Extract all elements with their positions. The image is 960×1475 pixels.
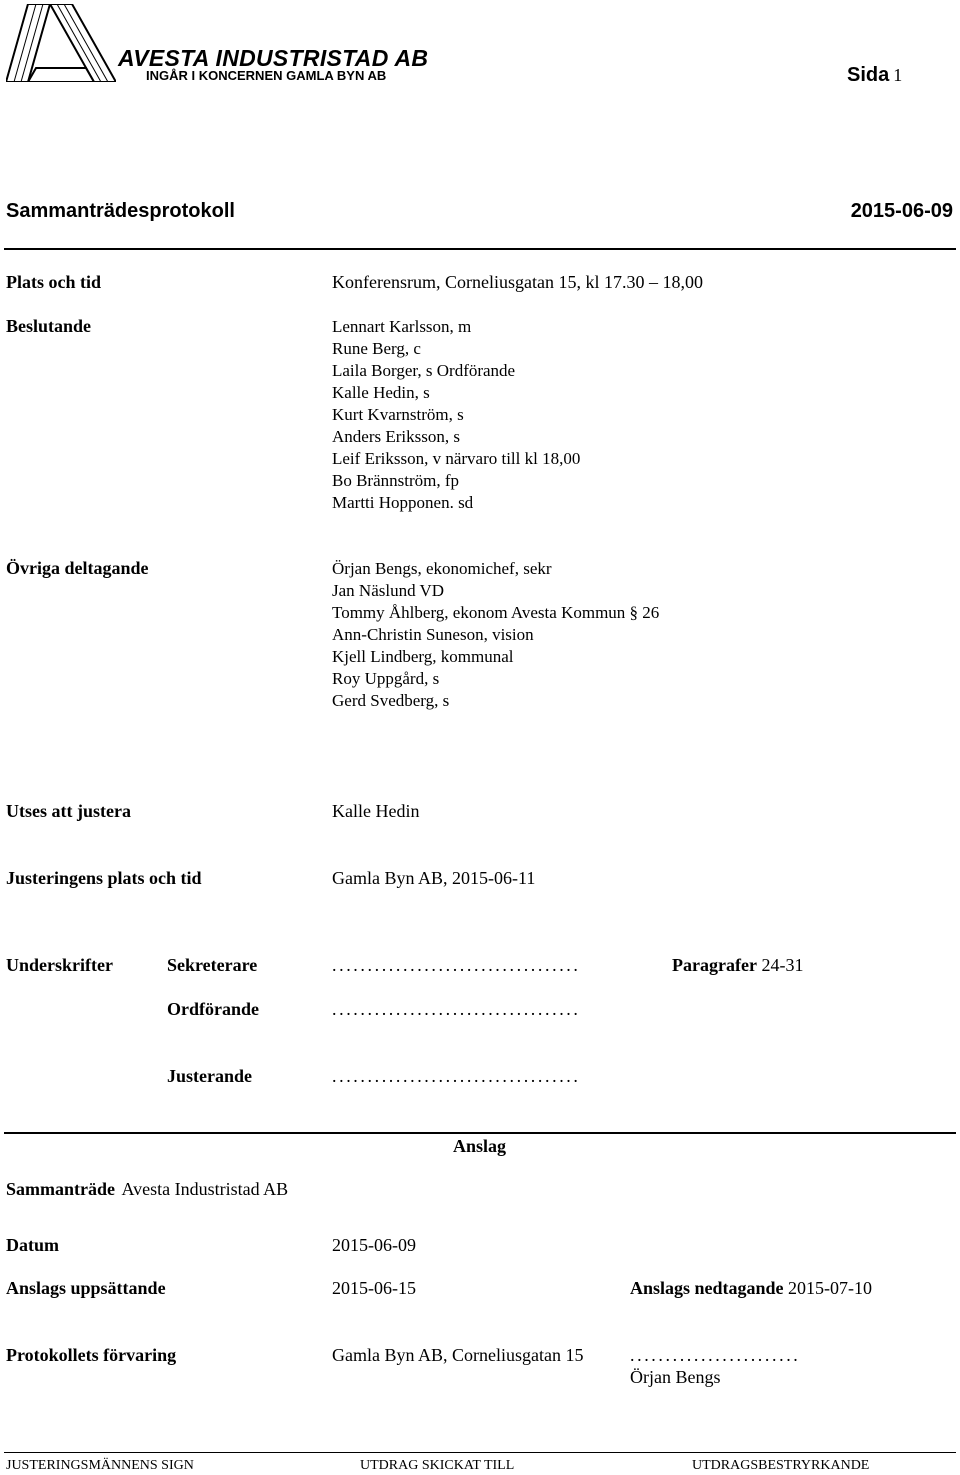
paragraphs-value: 24-31	[761, 955, 804, 975]
list-item: Tommy Åhlberg, ekonom Avesta Kommun § 26	[332, 603, 660, 622]
signatures-label: Underskrifter	[6, 955, 113, 975]
list-item: Kalle Hedin, s	[332, 383, 430, 402]
decision-makers-label: Beslutande	[6, 316, 92, 336]
notice-meeting	[6, 1179, 288, 1200]
list-item: Kjell Lindberg, kommunal	[332, 647, 514, 666]
list-item: Örjan Bengs, ekonomichef, sekr	[332, 559, 552, 578]
footer-col-certify: UTDRAGSBESTRYRKANDE	[692, 1458, 870, 1473]
list-item: Bo Brännström, fp	[332, 471, 460, 490]
chair-label: Ordförande	[167, 999, 259, 1019]
notice-removed-label: Anslags nedtagande	[630, 1278, 784, 1298]
paragraphs	[672, 955, 803, 976]
notice-meeting-value: Avesta Industristad AB	[121, 1179, 289, 1199]
notice-date-value: 2015-06-09	[332, 1235, 416, 1255]
footer-col-sign: JUSTERINGSMÄNNENS SIGN	[6, 1458, 194, 1473]
page-indicator	[847, 64, 902, 87]
page-title: Sammanträdesprotokoll	[6, 200, 235, 222]
notice-date-label: Datum	[6, 1235, 59, 1255]
adjuster-label: Utses att justera	[6, 801, 131, 821]
list-item: Kurt Kvarnström, s	[332, 405, 464, 424]
list-item: Leif Eriksson, v närvaro till kl 18,00	[332, 449, 581, 468]
notice-divider	[4, 1132, 956, 1134]
paragraphs-label: Paragrafer	[672, 955, 757, 975]
company-subtitle: INGÅR I KONCERNEN GAMLA BYN AB	[146, 68, 387, 83]
company-name: AVESTA INDUSTRISTAD AB	[118, 45, 429, 71]
logo-mark-icon	[6, 4, 116, 82]
footer-divider	[4, 1452, 956, 1453]
list-item: Gerd Svedberg, s	[332, 691, 450, 710]
storage-value: Gamla Byn AB, Corneliusgatan 15	[332, 1345, 584, 1365]
adjuster-signature-line: ...................................	[332, 1066, 581, 1086]
list-item: Martti Hopponen. sd	[332, 493, 474, 512]
footer-col-sent: UTDRAG SKICKAT TILL	[360, 1458, 515, 1473]
adjuster-signature-label: Justerande	[167, 1066, 252, 1086]
company-logo	[6, 4, 116, 82]
list-item: Jan Näslund VD	[332, 581, 445, 600]
adjustment-value: Gamla Byn AB, 2015-06-11	[332, 868, 536, 888]
notice-posted-label: Anslags uppsättande	[6, 1278, 166, 1298]
meeting-date: 2015-06-09	[850, 200, 953, 222]
other-participants-label: Övriga deltagande	[6, 558, 149, 578]
adjustment-label: Justeringens plats och tid	[6, 868, 202, 888]
list-item: Laila Borger, s Ordförande	[332, 361, 516, 380]
secretary-signature-line: ...................................	[332, 955, 581, 975]
list-item: Lennart Karlsson, m	[332, 317, 472, 336]
storage-label: Protokollets förvaring	[6, 1345, 177, 1365]
title-divider	[4, 248, 956, 250]
notice-meeting-label: Sammanträde	[6, 1179, 115, 1199]
notice-removed-value: 2015-07-10	[788, 1278, 873, 1298]
decision-makers-list	[332, 316, 580, 514]
storage-signature-line: ........................	[630, 1345, 801, 1365]
other-participants-list	[332, 558, 659, 712]
secretary-label: Sekreterare	[167, 955, 258, 975]
notice-posted-value: 2015-06-15	[332, 1278, 416, 1298]
list-item: Rune Berg, c	[332, 339, 421, 358]
chair-signature-line: ...................................	[332, 999, 581, 1019]
notice-heading: Anslag	[453, 1136, 507, 1156]
place-time-value: Konferensrum, Corneliusgatan 15, kl 17.30 – 18,00	[332, 272, 703, 292]
storage-signer: Örjan Bengs	[630, 1367, 721, 1387]
page-number: 1	[893, 65, 903, 85]
place-time-label: Plats och tid	[6, 272, 102, 292]
list-item: Roy Uppgård, s	[332, 669, 440, 688]
notice-removed	[630, 1278, 872, 1299]
list-item: Anders Eriksson, s	[332, 427, 460, 446]
page-label: Sida	[847, 64, 890, 86]
list-item: Ann-Christin Suneson, vision	[332, 625, 534, 644]
adjuster-value: Kalle Hedin	[332, 801, 420, 821]
